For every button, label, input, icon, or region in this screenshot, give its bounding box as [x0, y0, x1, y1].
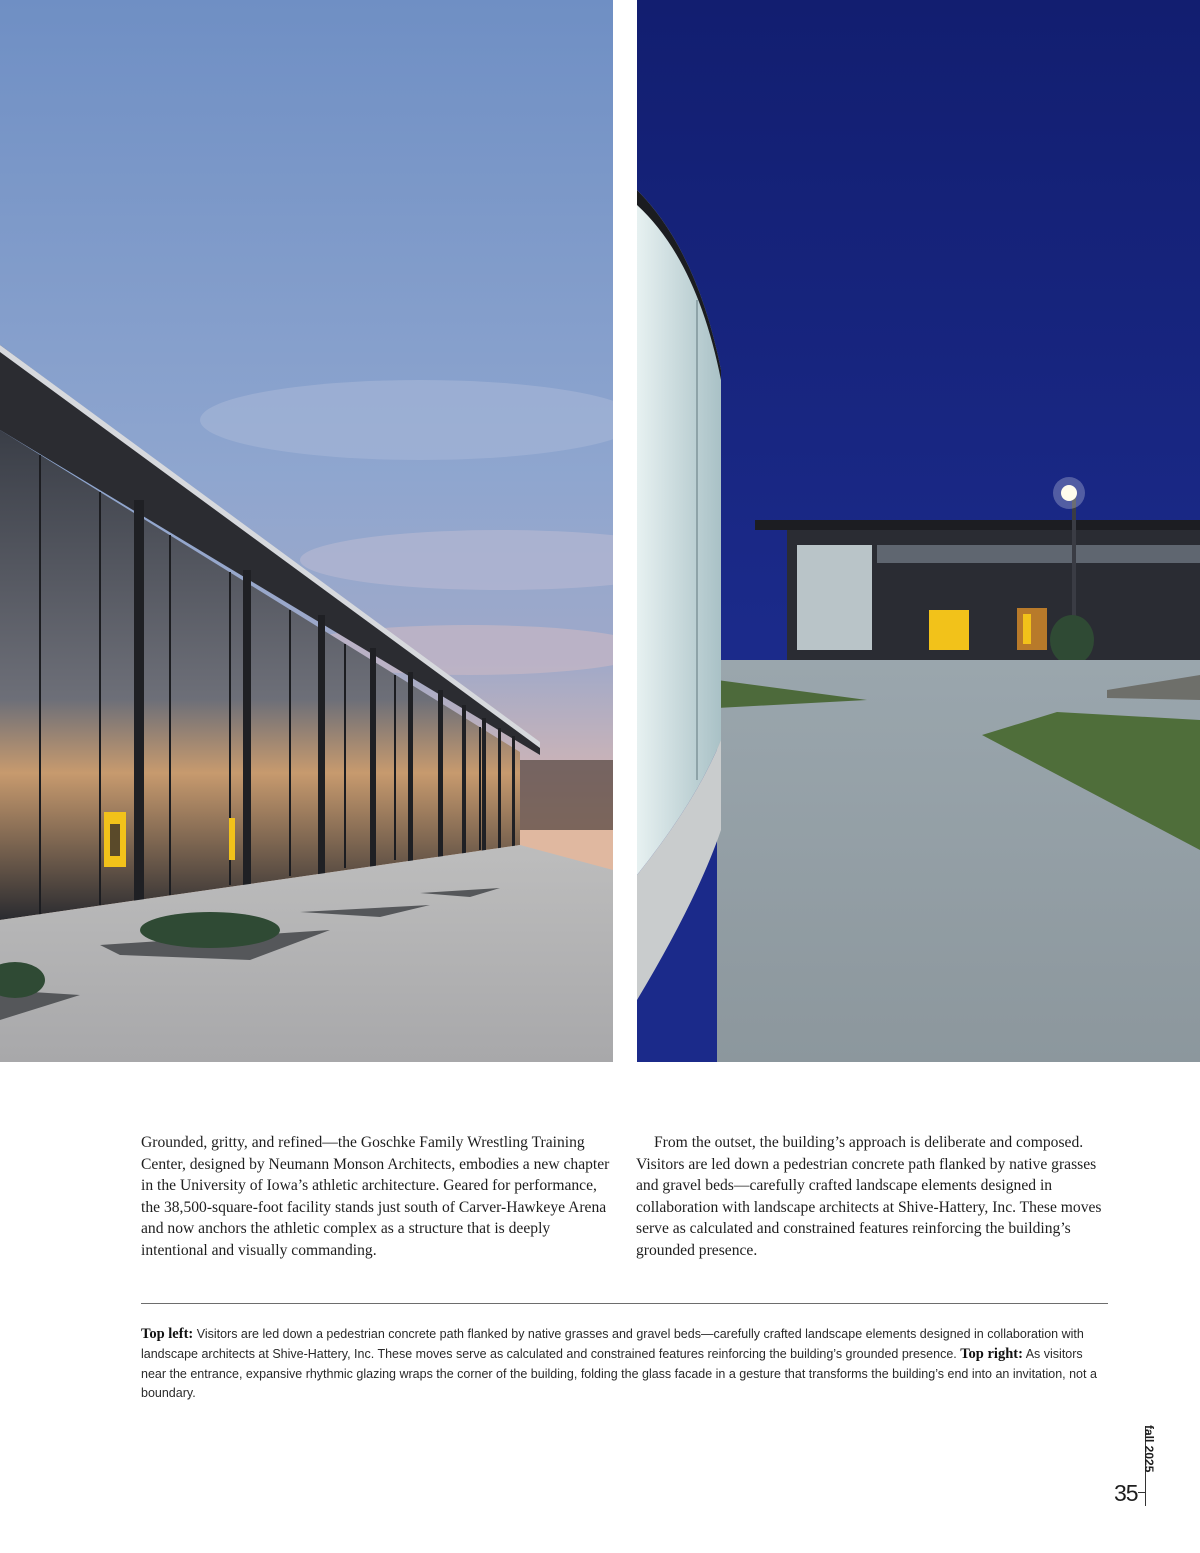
photo-top-right [637, 0, 1200, 1062]
photo-top-left [0, 0, 613, 1062]
body-text-right: From the outset, the building’s approach is deliberate and composed. Visitors are led down a pedestrian concrete path flanked by native grasses and gravel beds—carefully crafted landscape elements designed in collaboration with landscape architects at Shive-Hattery, Inc. These moves serve as calculated and constrained features reinforcing the building’s grounded presence. [636, 1134, 1102, 1259]
photo-top-right-image [637, 0, 1200, 1062]
caption-label-top-left: Top left: [141, 1326, 194, 1342]
body-text-left: Grounded, gritty, and refined—the Goschke Family Wrestling Training Center, designed by Neumann Monson Architects, embodies a new chapter in the University of Iowa’s athletic architecture. Geared for performance, the 38,500-square-foot facility stands just south of Carver-Hawkeye Arena and now anchors the athletic complex as a structure that is deeply intentional and visually commanding. [141, 1134, 610, 1259]
caption-text-top-left: Visitors are led down a pedestrian concrete path flanked by native grasses and gravel beds—carefully crafted landscape elements designed in collaboration with landscape architects at Shive-Hattery, Inc. These moves serve as calculated and constrained features reinforcing the building’s grounded presence. [141, 1327, 1084, 1361]
issue-label: fall 2025 [1142, 1425, 1156, 1473]
folio-tick [1138, 1492, 1146, 1493]
caption-text-top-right: As visitors near the entrance, expansive rhythmic glazing wraps the corner of the building, folding the glass facade in a gesture that transforms the building’s end into an invitation, not a boundary. [141, 1346, 1097, 1401]
caption-divider [141, 1303, 1108, 1304]
page-number: 35 [1114, 1480, 1138, 1506]
caption-label-top-right: Top right: [960, 1345, 1023, 1362]
photo-caption [141, 1325, 1111, 1404]
photo-top-left-image [0, 0, 613, 1062]
